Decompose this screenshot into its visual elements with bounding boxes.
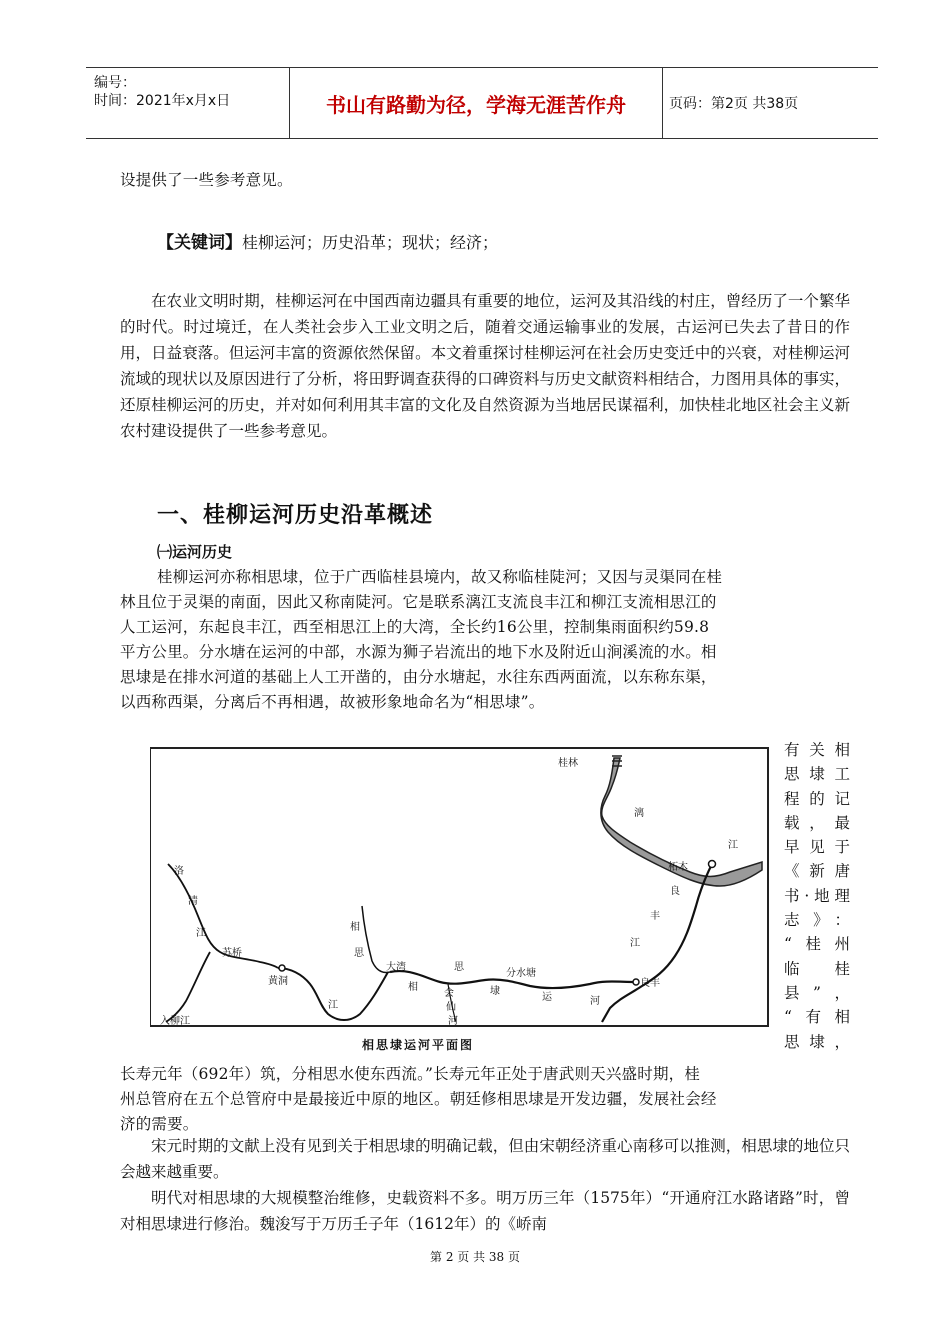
side-line: 早见于 bbox=[784, 838, 850, 857]
keywords-label: 【关键词】 bbox=[157, 233, 242, 253]
subsection-title: ㈠运河历史 bbox=[157, 543, 233, 561]
page-footer: 第 2 页 共 38 页 bbox=[430, 1250, 520, 1264]
map-label-yun: 运 bbox=[542, 992, 552, 1003]
map-label-suqiao: 苏桥 bbox=[222, 948, 242, 959]
side-line: 程的记 bbox=[784, 789, 850, 808]
map-caption: 相思埭运河平面图 bbox=[362, 1038, 475, 1052]
map-label-dawan: 大湾 bbox=[386, 962, 406, 973]
section-title: 一、桂柳运河历史沿革概述 bbox=[157, 503, 434, 528]
map-label-huixian2: 仙 bbox=[446, 1002, 456, 1013]
side-line: 有关相 bbox=[784, 741, 850, 759]
map-label-fenshuitang: 分水塘 bbox=[506, 968, 536, 979]
map-label-luoqing1: 洛 bbox=[174, 866, 184, 877]
side-line: 思埭， bbox=[784, 1032, 850, 1051]
map-label-zhemu: 柘木 bbox=[668, 862, 688, 873]
huangdong-dot bbox=[279, 965, 285, 971]
map-label-luoqing3: 江 bbox=[196, 928, 206, 939]
after-map-line: 济的需要。 bbox=[120, 1115, 199, 1133]
abstract-paragraph: 在农业文明时期，桂柳运河在中国西南边疆具有重要的地位，运河及其沿线的村庄，曾经历了一个繁华的时代。时过境迁，在人类社会步入工业文明之后，随着交通运输事业的发展，古运河已失去了昔日的作用，日益衰落。但运河丰富的资源依然保留。本文着重探讨桂柳运河在社会历史变迁中的兴衰，对桂柳运河流域的现状以及原因进行了分析，将田野调查获得的口碑资料与历史文献资料相结合，力图用具体的事实，还原桂柳运河的历史，并对如何利用其丰富的文化及自然资源为当地居民谋福利，加快桂北地区社会主义新农村建设提供了一些参考意见。 bbox=[120, 292, 850, 440]
side-column-text bbox=[784, 738, 850, 1054]
map-label-liangfeng-town: 良丰 bbox=[640, 978, 660, 989]
keywords bbox=[157, 228, 498, 253]
zhemu-dot bbox=[709, 861, 716, 868]
map-label-li1: 漓 bbox=[634, 808, 644, 819]
side-line: 县”， bbox=[784, 983, 850, 1002]
side-line: 志》： bbox=[784, 911, 850, 930]
keywords-text: 桂柳运河；历史沿革；现状；经济； bbox=[242, 233, 499, 252]
map-label-huangdong: 黄洞 bbox=[268, 976, 288, 987]
intro-tail: 设提供了一些参考意见。 bbox=[120, 171, 293, 189]
map-label-liangfeng1: 良 bbox=[670, 886, 680, 897]
header-motto: 书山有路勤为径，学海无涯苦作舟 bbox=[326, 92, 626, 117]
header-divider-2 bbox=[662, 68, 663, 138]
map-label-liangfeng3: 江 bbox=[630, 938, 640, 949]
side-line: 载，最 bbox=[784, 813, 850, 832]
song-paragraph: 宋元时期的文献上没有见到关于相思埭的明确记载，但由宋朝经济重心南移可以推测，相思埭的地位只会越来越重要。 bbox=[120, 1137, 850, 1181]
map-label-canal1: 相 bbox=[408, 982, 418, 993]
map-label-xsj1: 相 bbox=[350, 922, 360, 933]
canal-map bbox=[150, 746, 776, 1058]
history-line: 平方公里。分水塘在运河的中部，水源为狮子岩流出的地下水及附近山涧溪流的水。相 bbox=[120, 643, 717, 661]
ming-paragraph: 明代对相思埭的大规模整治维修，史载资料不多。明万历三年（1575年）“开通府江水路诸路”时，曾对相思埭进行修治。魏浚写于万历壬子年（1612年）的《峤南 bbox=[120, 1189, 850, 1233]
side-line: 临 桂 bbox=[784, 959, 850, 978]
map-label-huixian1: 会 bbox=[444, 988, 454, 999]
history-line: 以西称西渠，分离后不再相遇，故被形象地命名为“相思埭”。 bbox=[120, 693, 545, 711]
history-line: 思埭是在排水河道的基础上人工开凿的，由分水塘起，水往东西两面流，以东称东渠， bbox=[120, 668, 717, 686]
serial-label: 编号： bbox=[94, 75, 136, 91]
map-label-huixian3: 河 bbox=[448, 1016, 458, 1027]
luoqing-lower bbox=[166, 952, 210, 1022]
time-label: 时间：2021年x月x日 bbox=[94, 93, 231, 109]
map-label-canal3: 埭 bbox=[490, 986, 500, 997]
page-header bbox=[86, 67, 878, 139]
side-line: 思埭工 bbox=[784, 765, 850, 784]
map-label-xsj3: 江 bbox=[328, 1000, 338, 1011]
side-line: “有相 bbox=[784, 1008, 850, 1027]
history-line: 桂柳运河亦称相思埭，位于广西临桂县境内，故又称临桂陡河；又因与灵渠同在桂 bbox=[157, 568, 723, 586]
map-label-canal2: 思 bbox=[454, 962, 464, 973]
xiangsi-river bbox=[278, 968, 388, 1020]
map-label-li2: 江 bbox=[728, 840, 738, 851]
header-meta-cell bbox=[86, 68, 289, 138]
side-line: “桂州 bbox=[784, 935, 850, 954]
side-line: 书·地理 bbox=[784, 886, 850, 905]
history-line: 林且位于灵渠的南面，因此又称南陡河。它是联系漓江支流良丰江和柳江支流相思江的 bbox=[120, 593, 717, 611]
map-label-ruliujiang: 入柳江 bbox=[160, 1016, 190, 1027]
history-line: 人工运河，东起良丰江，西至相思江上的大湾，全长约16公里，控制集雨面积约59.8 bbox=[120, 618, 710, 636]
side-line: 《新唐 bbox=[784, 862, 850, 881]
map-label-liangfeng2: 丰 bbox=[650, 911, 660, 922]
map-label-he: 河 bbox=[590, 996, 600, 1007]
map-label-luoqing2: 清 bbox=[188, 896, 198, 907]
header-page-info: 页码：第2页 共38页 bbox=[669, 96, 799, 112]
after-map-line: 州总管府在五个总管府中是最接近中原的地区。朝廷修相思埭是开发边疆，发展社会经 bbox=[120, 1090, 717, 1108]
after-map-line: 长寿元年（692年）筑，分相思水使东西流。”长寿元年正处于唐武则天兴盛时期，桂 bbox=[120, 1065, 701, 1083]
map-label-xsj2: 思 bbox=[354, 948, 364, 959]
map-label-guilin: 桂林 bbox=[558, 758, 578, 769]
liangfeng-river bbox=[602, 864, 712, 1022]
canal-map-figure bbox=[150, 746, 776, 1058]
liangfeng-dot bbox=[633, 979, 639, 985]
